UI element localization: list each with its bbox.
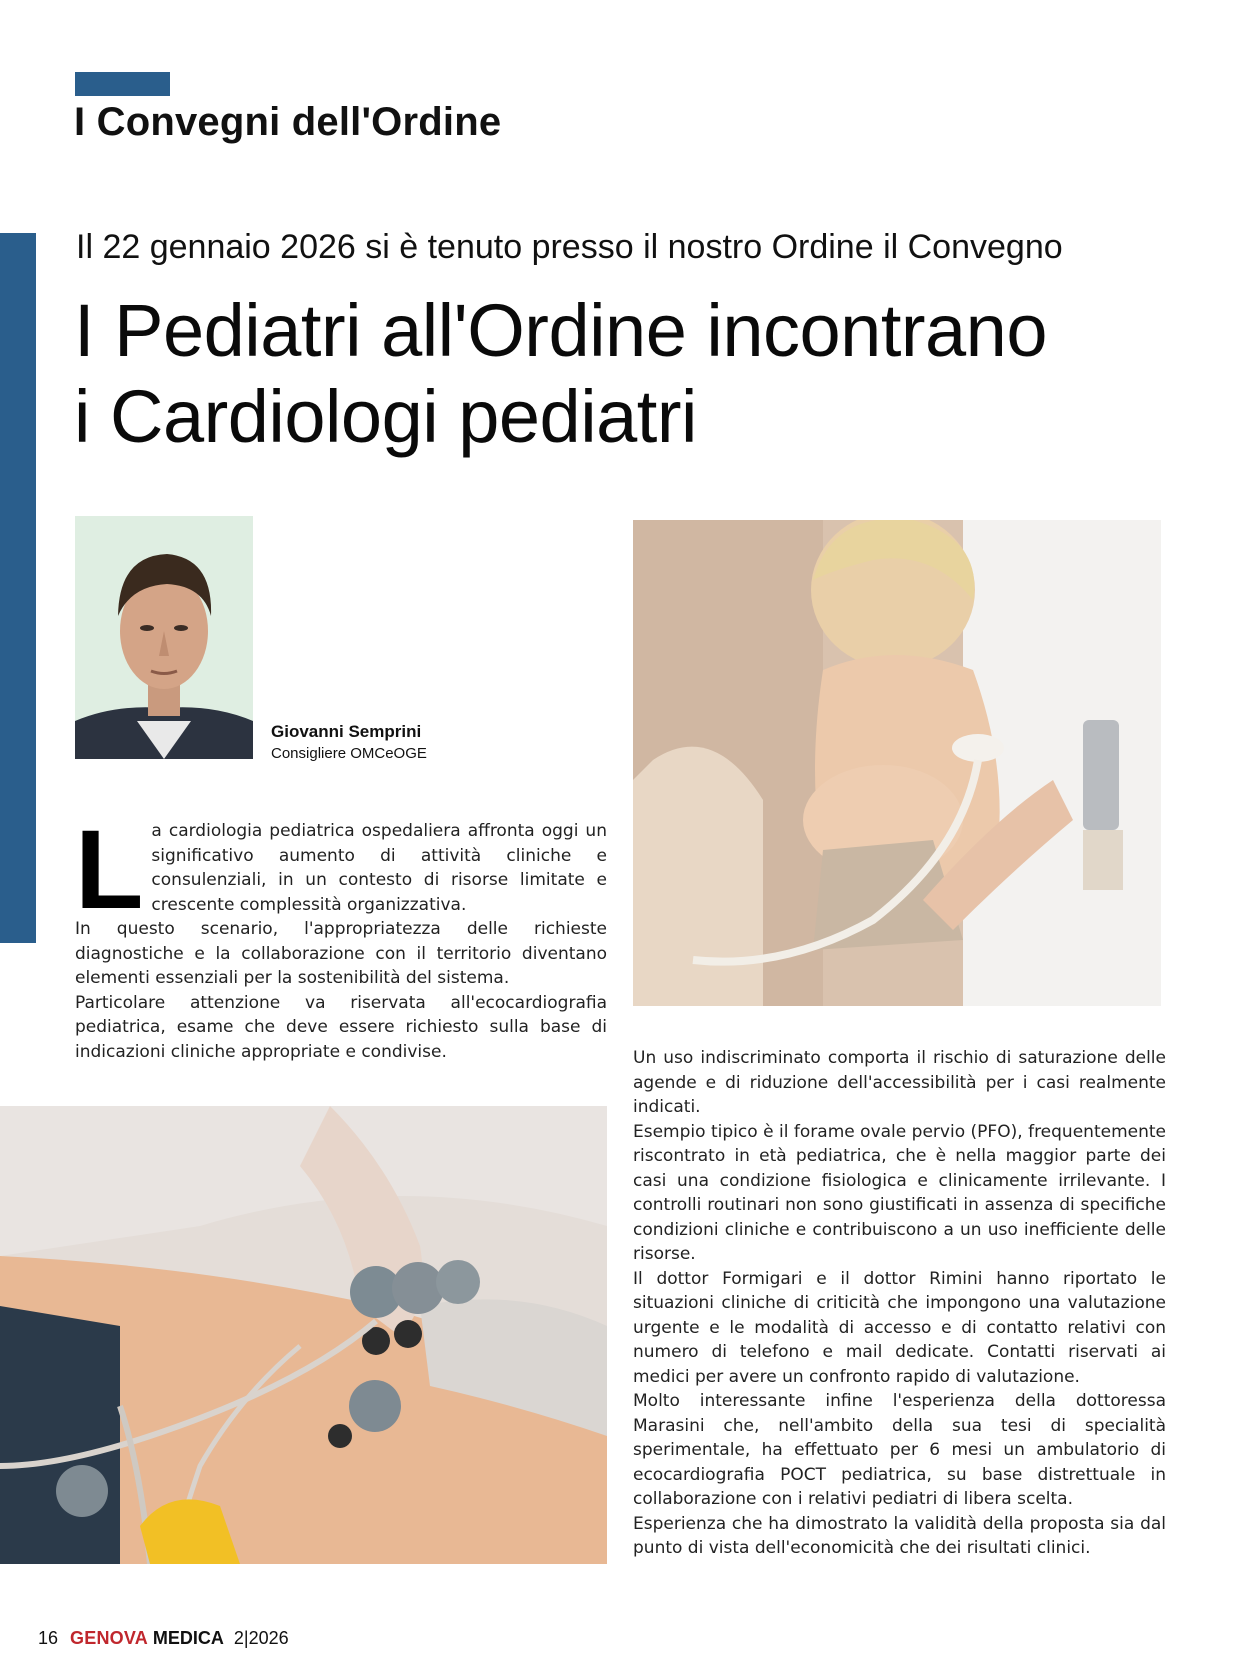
brand-genova: GENOVA [70, 1628, 148, 1648]
paragraph-1: La cardiologia pediatrica ospedaliera affronta oggi un significativo aumento di attività cliniche e consulenziali, in un contesto di risorse limitate e crescente complessità organizzativa. [75, 807, 607, 932]
paragraph-2: In questo scenario, l'appropriatezza delle richieste diagnostiche e la collaborazione con il territorio diventano elementi essenziali per la sostenibilità del sistema. [75, 919, 607, 988]
article-body-left [75, 807, 607, 1064]
side-accent-bar [0, 233, 36, 943]
author-portrait [75, 516, 253, 759]
brand-medica: MEDICA [152, 1628, 224, 1648]
section-title: I Convegni dell'Ordine [74, 100, 502, 144]
section-accent-bar [75, 72, 170, 96]
author-name: Giovanni Semprini [271, 722, 422, 741]
page-footer [38, 1628, 289, 1649]
paragraph-5: Esempio tipico è il forame ovale pervio (PFO), frequentemente riscontrato in età pediatrica, che è nella maggior parte dei casi una condizione fisiologica e clinicamente irrilevante. I controlli routinari non sono giustificati in assenza di specifiche condizioni cliniche e contribuiscono a un uso inefficiente delle risorse. [633, 1121, 1166, 1264]
page-number: 16 [38, 1628, 59, 1648]
photo-ecg-electrodes [0, 1106, 607, 1564]
article-kicker: Il 22 gennaio 2026 si è tenuto presso il nostro Ordine il Convegno [76, 228, 1063, 266]
headline-line-1: I Pediatri all'Ordine incontrano [74, 289, 1047, 372]
issue-number: 2|2026 [233, 1628, 289, 1648]
paragraph-7: Molto interessante infine l'esperienza della dottoressa Marasini che, nell'ambito della sua tesi di specialità sperimentale, ha effettuato per 6 mesi un ambulatorio di ecocardiografia POCT pediatrica, su base distrettuale in collaborazione con i relativi pediatri di libera scelta. [633, 1391, 1166, 1509]
paragraph-6: Il dottor Formigari e il dottor Rimini hanno riportato le situazioni cliniche di criticità che impongono una valutazione urgente e le modalità di accesso e di contatto relativi con numero di telefono e mail dedicate. Contatti riservati ai medici per avere un confronto rapido di valutazione. [633, 1268, 1166, 1387]
paragraph-8: Esperienza che ha dimostrato la validità della proposta sia dal punto di vista dell'economicità che dei risultati clinici. [633, 1513, 1166, 1558]
article-headline [74, 288, 1194, 460]
dropcap: L [75, 807, 144, 932]
paragraph-3: Particolare attenzione va riservata all'ecocardiografia pediatrica, esame che deve essere richiesto sulla base di indicazioni cliniche appropriate e condivise. [75, 992, 607, 1062]
article-body-right [633, 1046, 1166, 1561]
headline-line-2: i Cardiologi pediatri [74, 375, 697, 458]
photo-child-ultrasound [633, 520, 1161, 1006]
paragraph-4: Un uso indiscriminato comporta il rischio di saturazione delle agende e di riduzione dell'accessibilità per i casi realmente indicati. [633, 1048, 1166, 1117]
author-role: Consigliere OMCeOGE [271, 745, 427, 762]
